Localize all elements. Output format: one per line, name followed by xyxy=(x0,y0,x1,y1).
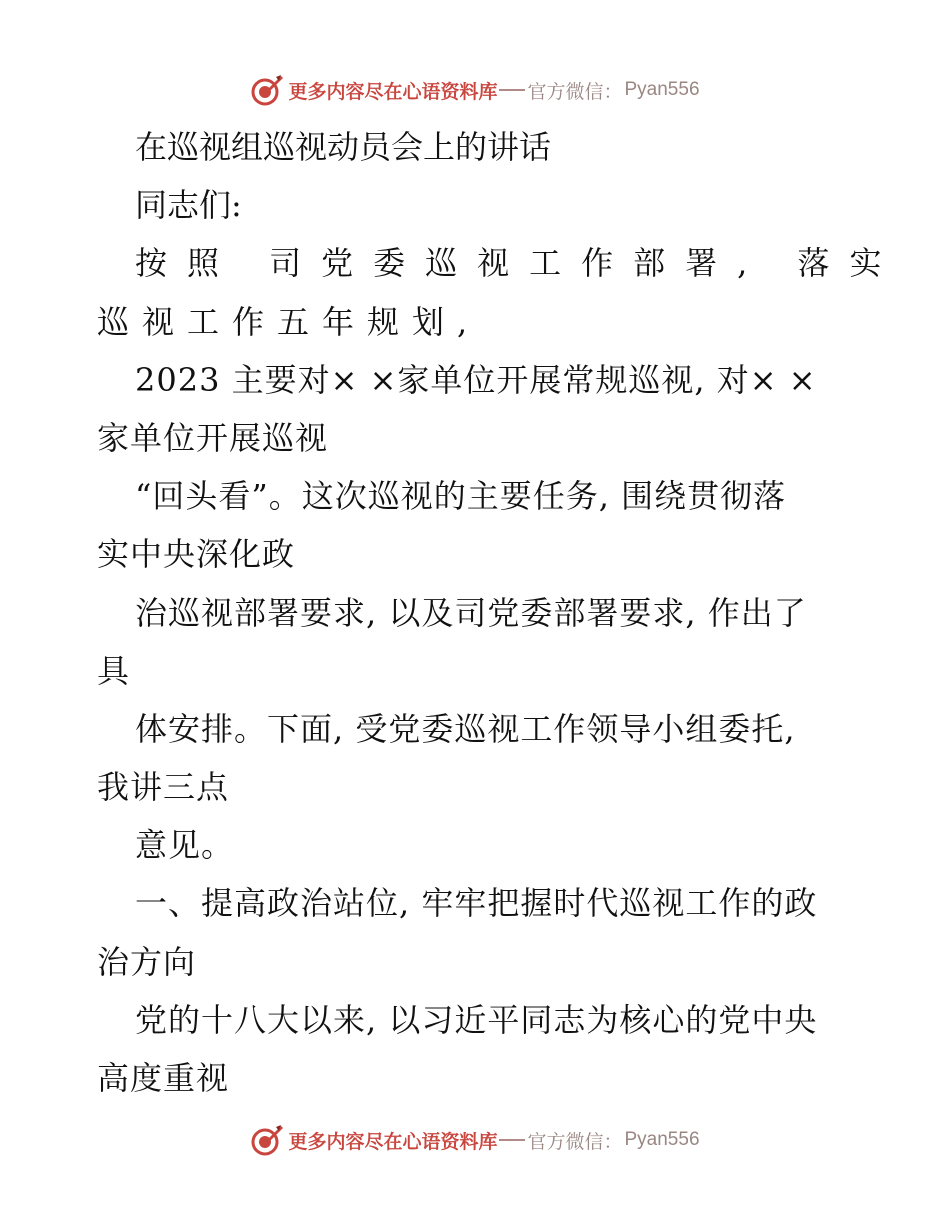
watermark-id: Pyan556 xyxy=(624,1129,700,1150)
watermark-text: 更多内容尽在心语资料库 xyxy=(288,80,498,103)
text-line: 按照 司党委巡视工作部署, 落实 xyxy=(135,244,902,283)
quill-pen-seal-icon xyxy=(250,73,284,107)
document-body xyxy=(97,118,902,1107)
text-line: 具 xyxy=(97,651,131,690)
text-line: “回头看”。这次巡视的主要任务, 围绕贯彻落 xyxy=(135,477,787,516)
watermark-label: 官方微信： xyxy=(527,80,623,103)
text-line: 高度重视 xyxy=(97,1059,230,1097)
watermark-banner-bottom xyxy=(0,1120,950,1160)
text-line: 实中央深化政 xyxy=(97,535,296,574)
text-line: 体安排。下面, 受党委巡视工作领导小组委托, xyxy=(135,709,796,748)
watermark-banner-top xyxy=(0,70,950,110)
text-line: 意见。 xyxy=(135,826,235,865)
watermark-id: Pyan556 xyxy=(624,79,700,100)
document-title: 在巡视组巡视动员会上的讲话 xyxy=(135,128,552,166)
quill-pen-seal-icon xyxy=(250,1123,284,1157)
watermark-label: 官方微信： xyxy=(527,1130,623,1153)
text-line: 2023 主要对× ×家单位开展常规巡视, 对× × xyxy=(135,360,817,399)
text-line: 一、提高政治站位, 牢牢把握时代巡视工作的政 xyxy=(135,884,818,923)
watermark-dash xyxy=(499,89,525,91)
text-line: 我讲三点 xyxy=(97,768,230,807)
text-line: 家单位开展巡视 xyxy=(97,418,329,457)
watermark-text: 更多内容尽在心语资料库 xyxy=(288,1130,498,1153)
watermark-dash xyxy=(499,1139,525,1141)
text-line: 党的十八大以来, 以习近平同志为核心的党中央 xyxy=(135,1000,818,1039)
text-line: 治方向 xyxy=(97,942,197,981)
text-line: 巡视工作五年规划, xyxy=(97,302,481,341)
text-line: 同志们: xyxy=(135,186,242,225)
text-line: 治巡视部署要求, 以及司党委部署要求, 作出了 xyxy=(135,593,807,632)
